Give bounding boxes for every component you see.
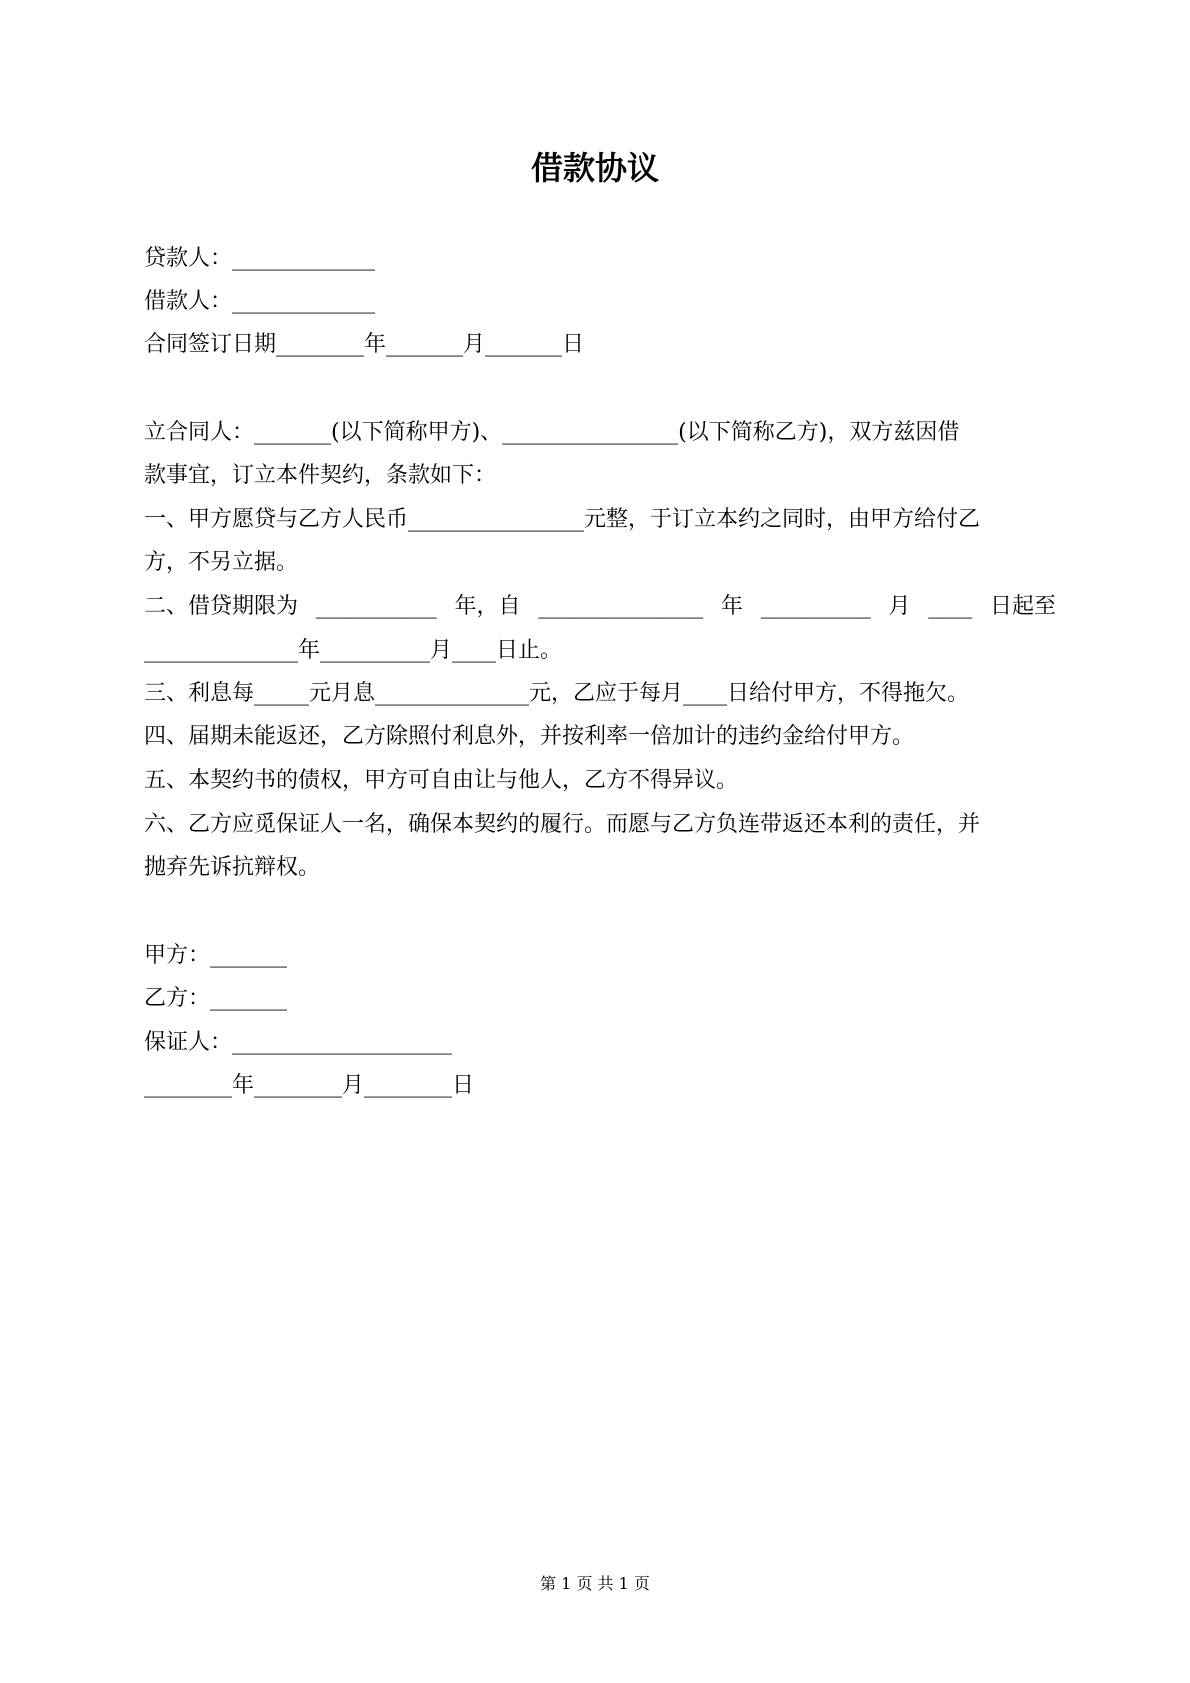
clause-2-text: 年，自 <box>454 594 521 619</box>
clause-2-text: 日起至 <box>989 594 1056 619</box>
clause-2-blank: ____ <box>928 594 973 619</box>
clause-2-prefix: 二、借贷期限为 <box>144 594 299 619</box>
clause-3-line: 三、利息每_____元月息______________元，乙应于每月____日给付甲方，不得拖欠。 <box>144 681 970 706</box>
sign-date-line: 合同签订日期________年_______月_______日 <box>144 332 585 357</box>
clause-1-line: 一、甲方愿贷与乙方人民币________________元整，于订立本约之同时，由甲方给付乙 <box>144 507 981 532</box>
party-a-signature: 甲方：_______ <box>144 943 288 968</box>
clause-5-line: 五、本契约书的债权，甲方可自由让与他人，乙方不得异议。 <box>144 768 739 793</box>
document-title: 借款协议 <box>530 149 659 187</box>
clause-2-blank: ___________ <box>315 594 437 619</box>
clause-2-line: ______________年__________月____日止。 <box>144 638 563 663</box>
body-line: 款事宜，订立本件契约，条款如下： <box>144 463 497 488</box>
body-line: 立合同人：_______(以下简称甲方)、________________(以下简称乙方)，双方兹因借 <box>144 420 960 445</box>
clause-2-line <box>144 592 1056 622</box>
clause-2-blank: _______________ <box>538 594 704 619</box>
borrower-line: 借款人：_____________ <box>144 289 376 314</box>
clause-2-blank: __________ <box>760 594 871 619</box>
clause-2-text: 月 <box>888 594 911 619</box>
clause-1-line: 方，不另立据。 <box>144 550 299 575</box>
clause-6-line: 抛弃先诉抗辩权。 <box>144 855 321 880</box>
page-number: 第 1 页 共 1 页 <box>540 1574 650 1593</box>
guarantor-signature: 保证人：____________________ <box>144 1030 453 1055</box>
clause-2-text: 年 <box>720 594 743 619</box>
party-b-signature: 乙方：_______ <box>144 986 288 1011</box>
clause-6-line: 六、乙方应觅保证人一名，确保本契约的履行。而愿与乙方负连带返还本利的责任，并 <box>144 812 981 837</box>
clause-4-line: 四、届期未能返还，乙方除照付利息外，并按利率一倍加计的违约金给付甲方。 <box>144 724 915 749</box>
signature-date-line: ________年________月________日 <box>144 1073 475 1098</box>
lender-line: 贷款人：_____________ <box>144 246 376 271</box>
